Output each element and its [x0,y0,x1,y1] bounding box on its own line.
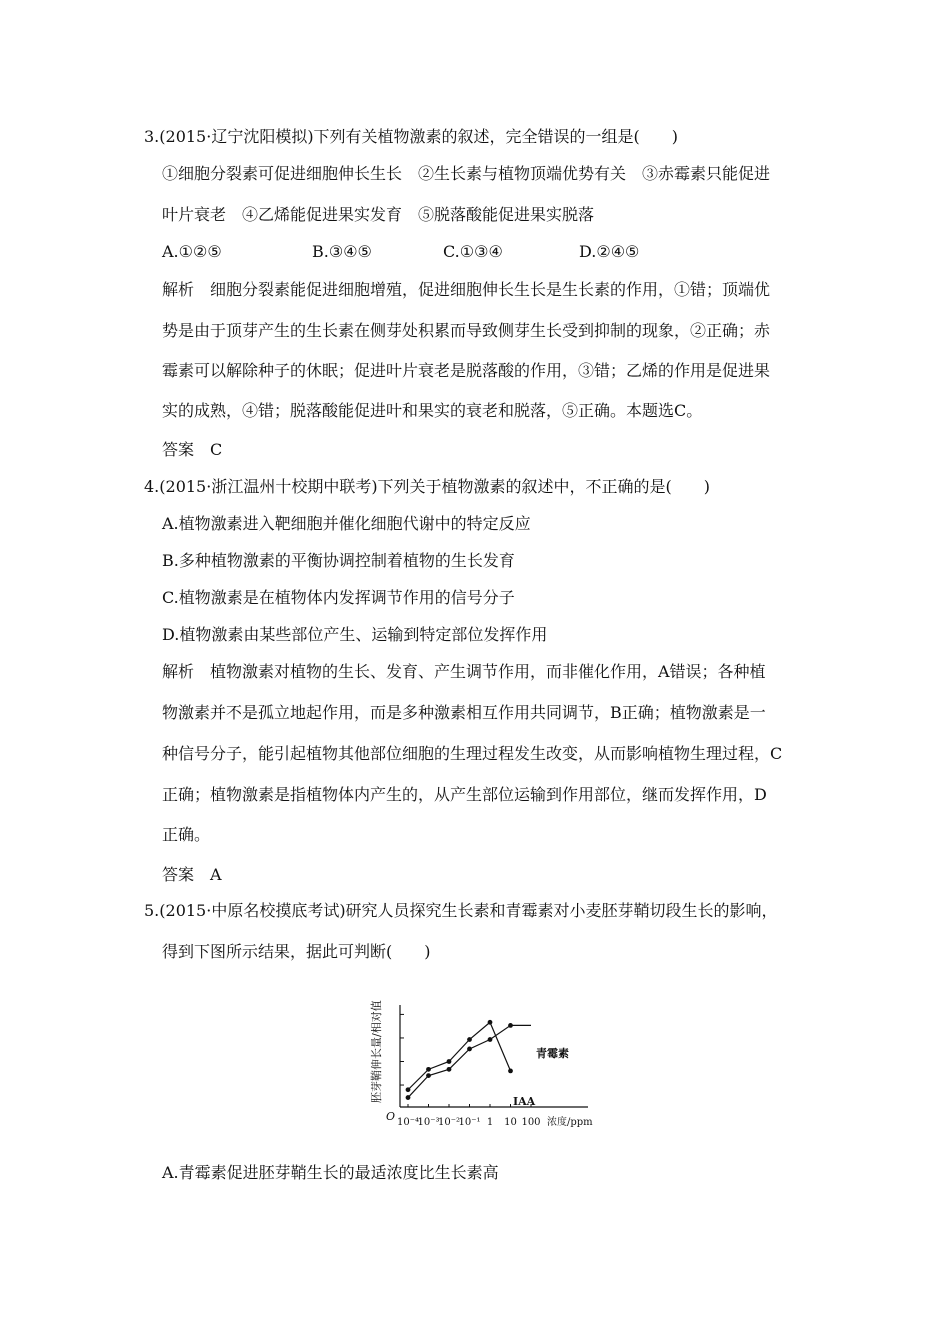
x-tick-label: 10⁻² [437,1117,461,1128]
concentration-growth-chart [360,975,610,1135]
x-tick-label: 10⁻⁴ [396,1117,420,1128]
series-line-iaa [408,1022,511,1089]
q3-answer: 答案 C [162,440,223,459]
origin-label: O [386,1110,396,1123]
x-tick-label: 10⁻¹ [458,1117,481,1128]
q3-analysis-line1: 解析 细胞分裂素能促进细胞增殖，促进细胞伸长生长是生长素的作用，①错；顶端优 [162,280,771,299]
q4-answer: 答案 A [162,865,222,884]
q4-option-d: D.植物激素由某些部位产生、运输到特定部位发挥作用 [162,625,548,644]
series-label-iaa: IAA [513,1095,536,1108]
x-tick-label: 10⁻³ [417,1117,440,1128]
q4-analysis-line3: 种信号分子，能引起植物其他部位细胞的生理过程发生改变，从而影响植物生理过程，C [162,744,783,763]
q3-option-c: C.①③④ [443,242,503,261]
q3-stem: 3.(2015·辽宁沈阳模拟)下列有关植物激素的叙述，完全错误的一组是( ) [144,127,679,146]
data-point-penicillin [508,1023,513,1028]
x-tick-label: 10 [504,1117,517,1128]
q3-analysis-line4: 实的成熟，④错；脱落酸能促进叶和果实的衰老和脱落，⑤正确。本题选C。 [162,401,703,420]
data-point-penicillin [426,1073,431,1078]
q4-analysis-line2: 物激素并不是孤立地起作用，而是多种激素相互作用共同调节，B正确；植物激素是一 [162,703,766,722]
data-point-iaa [406,1087,411,1092]
x-axis-unit-label: 浓度/ppm [547,1117,593,1128]
q4-analysis-line1: 解析 植物激素对植物的生长、发育、产生调节作用，而非催化作用，A错误；各种植 [162,662,766,681]
data-point-iaa [508,1069,513,1074]
q3-option-a: A.①②⑤ [162,242,222,261]
q3-statements-line2: 叶片衰老 ④乙烯能促进果实发育 ⑤脱落酸能促进果实脱落 [162,205,595,224]
data-point-penicillin [488,1037,493,1042]
y-axis-label: 胚芽鞘伸长量/相对值 [370,1000,383,1103]
data-point-iaa [426,1067,431,1072]
q3-option-b: B.③④⑤ [312,242,372,261]
q4-option-a: A.植物激素进入靶细胞并催化细胞代谢中的特定反应 [162,514,531,533]
q3-analysis-line2: 势是由于顶芽产生的生长素在侧芽处积累而导致侧芽生长受到抑制的现象，②正确；赤 [162,321,771,340]
q4-option-b: B.多种植物激素的平衡协调控制着植物的生长发育 [162,551,515,570]
x-tick-label: 1 [486,1117,494,1128]
q3-analysis-line3: 霉素可以解除种子的休眠；促进叶片衰老是脱落酸的作用，③错；乙烯的作用是促进果 [162,361,771,380]
data-point-penicillin [467,1047,472,1052]
q4-analysis-line4: 正确；植物激素是指植物体内产生的，从产生部位运输到作用部位，继而发挥作用，D [162,785,767,804]
x-tick-label: 100 [521,1117,541,1128]
data-point-iaa [467,1037,472,1042]
q3-option-d: D.②④⑤ [579,242,640,261]
q5-stem-line1: 5.(2015·中原名校摸底考试)研究人员探究生长素和青霉素对小麦胚芽鞘切段生长的影响， [144,901,778,920]
data-point-iaa [447,1059,452,1064]
q3-statements-line1: ①细胞分裂素可促进细胞伸长生长 ②生长素与植物顶端优势有关 ③赤霉素只能促进 [162,164,771,183]
q4-option-c: C.植物激素是在植物体内发挥调节作用的信号分子 [162,588,515,607]
q5-option-a: A.青霉素促进胚芽鞘生长的最适浓度比生长素高 [162,1163,499,1182]
q4-analysis-line5: 正确。 [162,825,211,844]
series-label-penicillin: 青霉素 [536,1047,569,1060]
data-point-penicillin [406,1095,411,1100]
data-point-iaa [488,1020,493,1025]
data-point-penicillin [447,1067,452,1072]
series-line-penicillin [408,1025,531,1097]
q4-stem: 4.(2015·浙江温州十校期中联考)下列关于植物激素的叙述中，不正确的是( ) [144,477,711,496]
q5-stem-line2: 得到下图所示结果，据此可判断( ) [162,942,431,961]
